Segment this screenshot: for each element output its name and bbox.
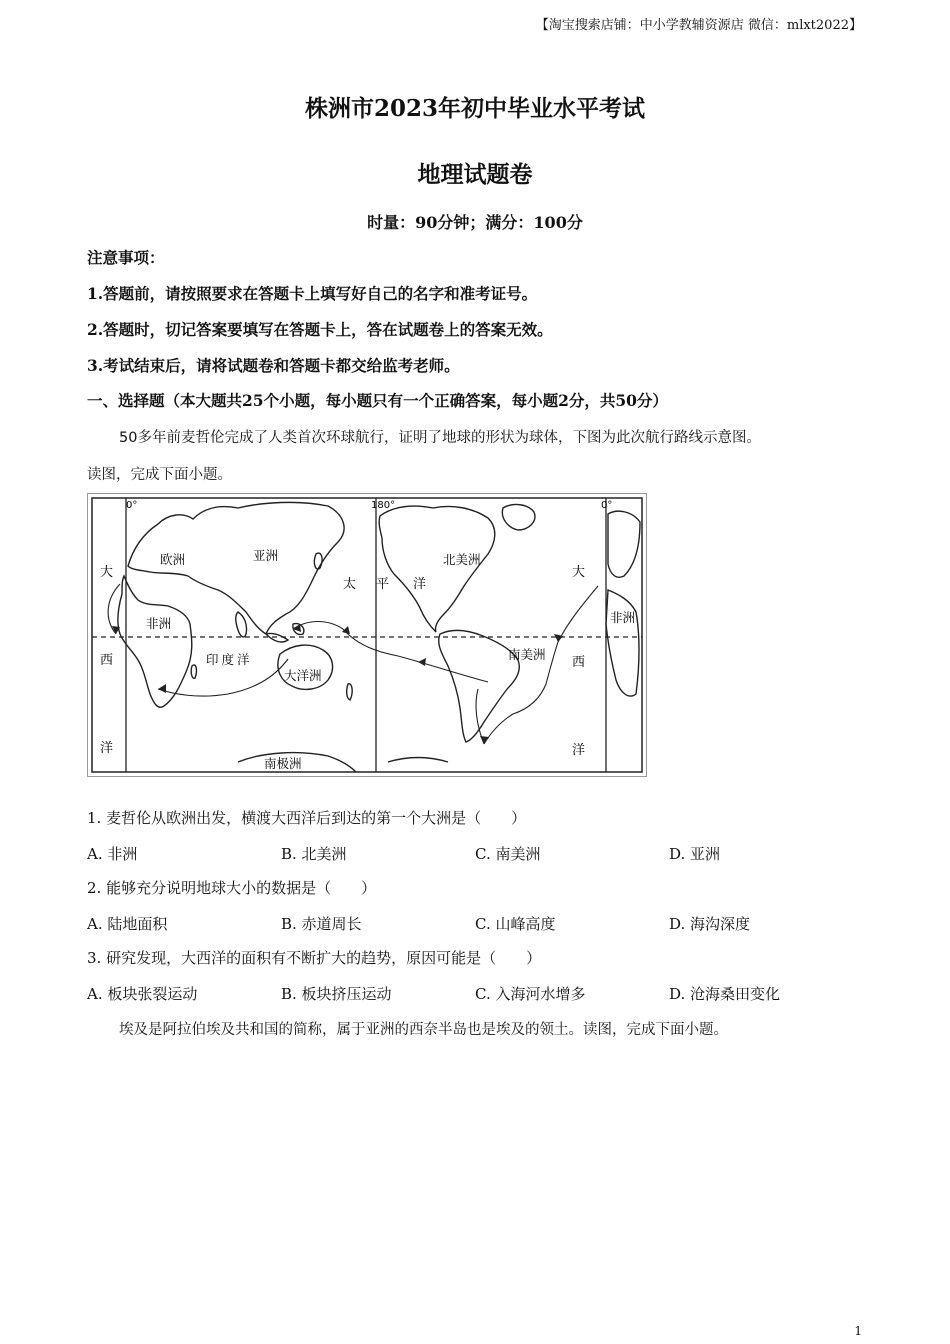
route-map-svg (88, 494, 646, 776)
label-asia: 亚洲 (253, 548, 279, 563)
label-indian-ocean: 印度洋 (206, 652, 253, 667)
question-1-option-d[interactable]: D. 亚洲 (669, 845, 721, 863)
question-2-option-d[interactable]: D. 海沟深度 (669, 915, 751, 933)
question-2-option-c[interactable]: C. 山峰高度 (475, 915, 556, 933)
question-1-stem: 1. 麦哲伦从欧洲出发，横渡大西洋后到达的第一个大洲是（ ） (87, 809, 527, 827)
header-note: 【淘宝搜索店铺：中小学教辅资源店 微信：mlxt2022】 (535, 18, 862, 33)
voyage-route (108, 584, 598, 744)
notice-item-2: 2.答题时，切记答案要填写在答题卡上，答在试题卷上的答案无效。 (87, 320, 553, 339)
question-1-option-a[interactable]: A. 非洲 (87, 845, 138, 863)
notice-item-1: 1.答题前，请按照要求在答题卡上填写好自己的名字和准考证号。 (87, 284, 538, 303)
page-number: 1 (854, 1324, 862, 1338)
section-heading: 一、选择题（本大题共25个小题，每小题只有一个正确答案，每小题2分，共50分） (87, 391, 668, 410)
intro-line-1: 50多年前麦哲伦完成了人类首次环球航行，证明了地球的形状为球体，下图为此次航行路线示意图。 (119, 430, 761, 446)
question-1-option-b[interactable]: B. 北美洲 (281, 845, 347, 863)
notice-item-3: 3.考试结束后，请将试题卷和答题卡都交给监考老师。 (87, 356, 460, 375)
question-2-option-b[interactable]: B. 赤道周长 (281, 915, 362, 933)
exam-meta: 时量：90分钟；满分：100分 (367, 213, 583, 232)
lon-label-right: 0° (601, 500, 613, 511)
lon-label-mid: 180° (371, 500, 396, 511)
question-2-stem: 2. 能够充分说明地球大小的数据是（ ） (87, 879, 377, 897)
question-3-stem: 3. 研究发现，大西洋的面积有不断扩大的趋势，原因可能是（ ） (87, 949, 542, 967)
exam-subtitle: 地理试题卷 (417, 161, 533, 188)
exam-title: 株洲市2023年初中毕业水平考试 (304, 95, 645, 122)
route-map (87, 493, 647, 777)
egypt-intro: 埃及是阿拉伯埃及共和国的简称，属于亚洲的西奈半岛也是埃及的领土。读图，完成下面小题。 (119, 1022, 728, 1038)
label-atlantic-right-1: 大 (572, 565, 586, 580)
label-oceania: 大洋洲 (284, 668, 322, 683)
label-atlantic-left-1: 大 (100, 565, 114, 580)
label-africa: 非洲 (146, 616, 172, 631)
label-antarctica: 南极洲 (264, 756, 302, 771)
label-atlantic-left-3: 洋 (100, 741, 114, 756)
label-north-america: 北美洲 (443, 552, 481, 567)
label-africa-right: 非洲 (610, 610, 636, 625)
label-pacific-3: 洋 (413, 577, 427, 592)
lon-label-left: 0° (126, 500, 138, 511)
label-atlantic-right-2: 西 (572, 655, 586, 670)
label-pacific-2: 平 (376, 577, 390, 592)
label-atlantic-left-2: 西 (100, 653, 114, 668)
notice-heading: 注意事项： (87, 248, 165, 267)
label-europe: 欧洲 (160, 552, 186, 567)
americas-outlines (379, 505, 640, 762)
label-atlantic-right-3: 洋 (572, 743, 586, 758)
intro-line-2: 读图，完成下面小题。 (87, 467, 232, 483)
question-3-option-d[interactable]: D. 沧海桑田变化 (669, 985, 781, 1003)
question-3-option-b[interactable]: B. 板块挤压运动 (281, 985, 392, 1003)
label-pacific-1: 太 (343, 577, 357, 592)
question-2-option-a[interactable]: A. 陆地面积 (87, 915, 168, 933)
question-3-option-a[interactable]: A. 板块张裂运动 (87, 985, 198, 1003)
question-1-option-c[interactable]: C. 南美洲 (475, 845, 541, 863)
label-south-america: 南美洲 (508, 647, 546, 662)
question-3-option-c[interactable]: C. 入海河水增多 (475, 985, 586, 1003)
